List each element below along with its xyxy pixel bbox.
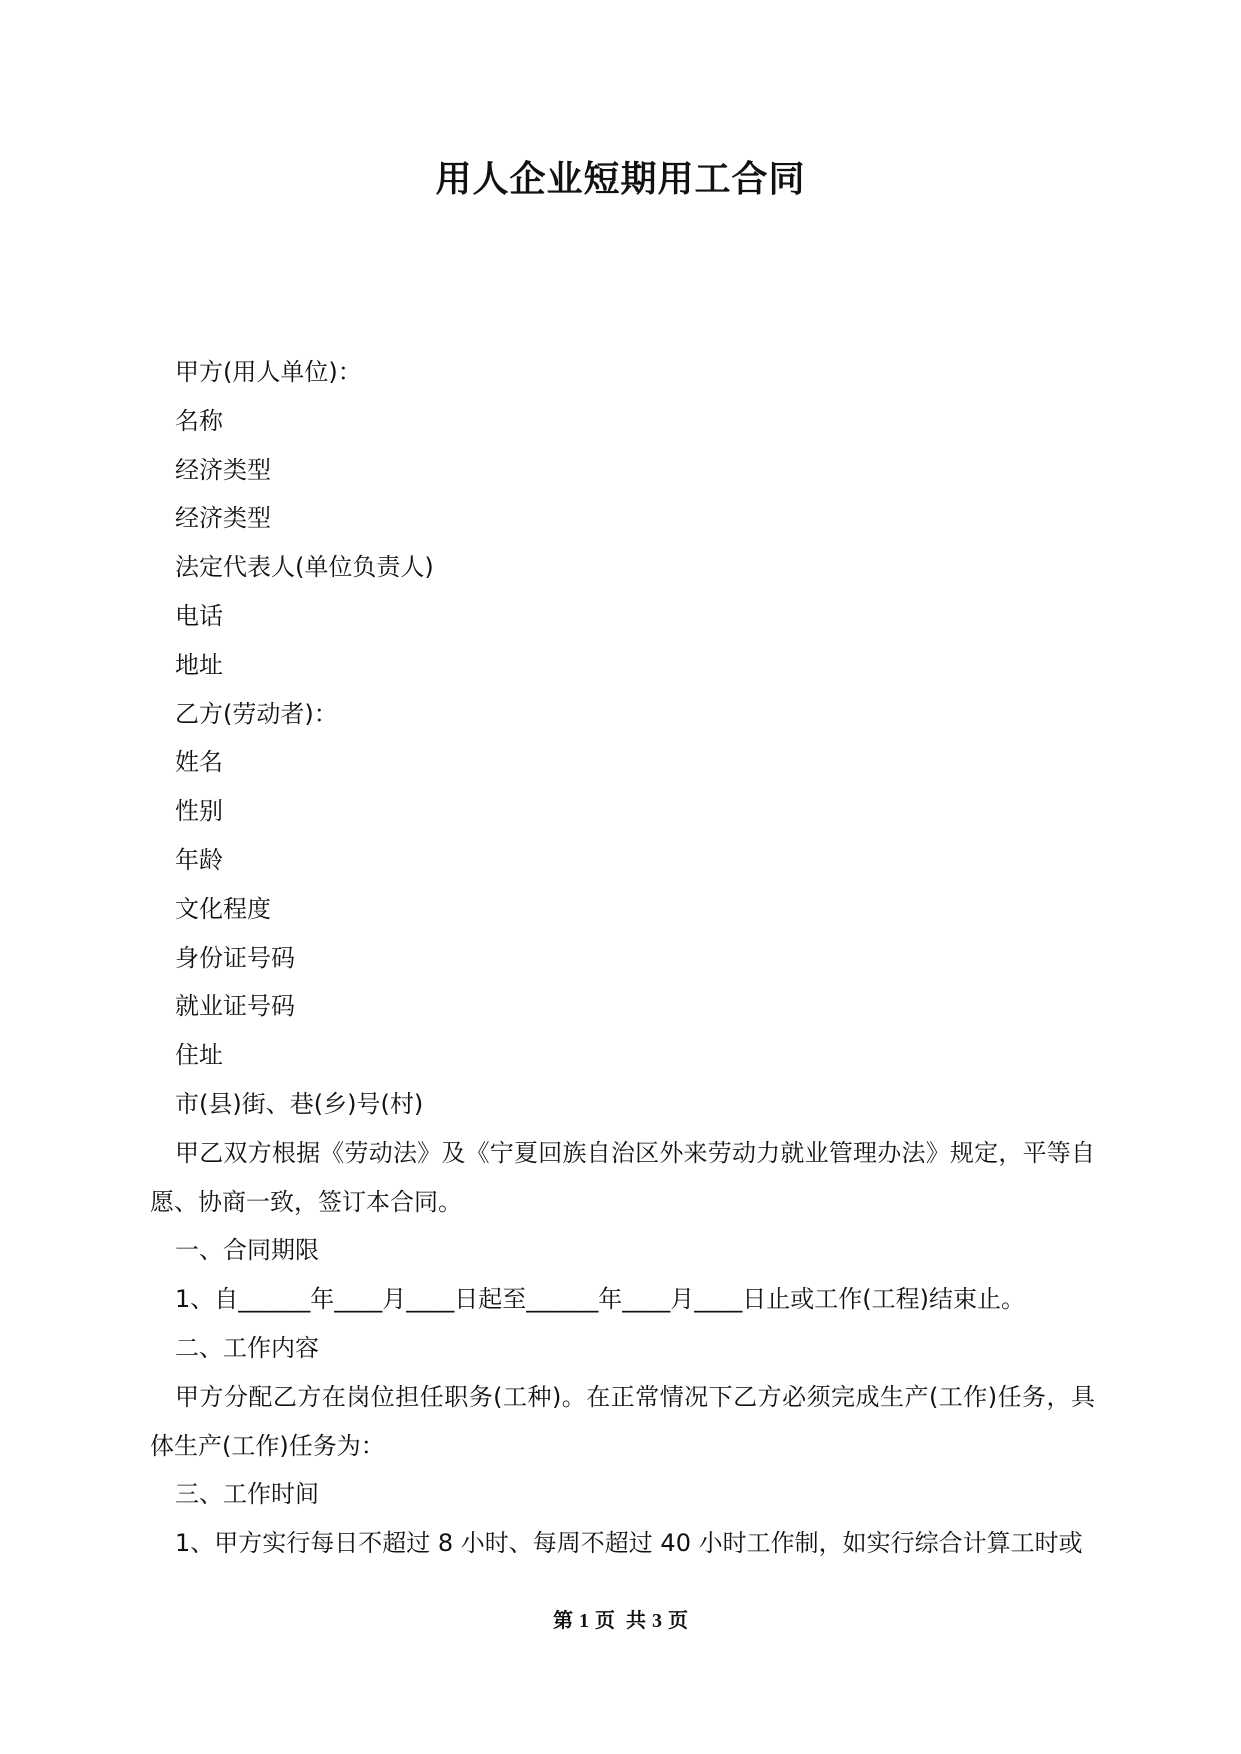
party-b-heading: 乙方(劳动者)： xyxy=(175,699,338,728)
field-full-name: 姓名 xyxy=(175,748,223,777)
paragraph-work-content: 甲方分配乙方在岗位担任职务(工种)。在正常情况下乙方必须完成生产(工作)任务，具体生产(工作)任务为： xyxy=(150,1382,1095,1460)
footer-total-pages: 3 xyxy=(652,1610,662,1632)
document-body xyxy=(150,348,1095,1568)
field-address: 地址 xyxy=(175,650,223,679)
party-a-heading: 甲方(用人单位)： xyxy=(175,358,362,386)
field-education: 文化程度 xyxy=(175,894,271,923)
field-economic-type-2: 经济类型 xyxy=(175,504,271,533)
section-heading-hours: 三、工作时间 xyxy=(175,1480,319,1509)
field-employment-cert: 就业证号码 xyxy=(175,992,295,1021)
field-gender: 性别 xyxy=(175,797,223,826)
field-economic-type: 经济类型 xyxy=(175,455,271,484)
document-title: 用人企业短期用工合同 xyxy=(435,159,806,200)
field-phone: 电话 xyxy=(175,601,223,630)
page-footer xyxy=(0,1608,1241,1634)
field-name: 名称 xyxy=(175,406,223,435)
paragraph-legal-basis: 甲乙双方根据《劳动法》及《宁夏回族自治区外来劳动力就业管理办法》规定，平等自愿、协商一致，签订本合同。 xyxy=(150,1138,1095,1216)
field-age: 年龄 xyxy=(175,845,223,874)
footer-suffix: 页 xyxy=(668,1610,688,1632)
footer-middle: 页 共 xyxy=(595,1610,646,1632)
footer-prefix: 第 xyxy=(553,1610,573,1632)
footer-page-number: 1 xyxy=(579,1610,589,1632)
section-heading-work: 二、工作内容 xyxy=(175,1333,319,1362)
field-id-number: 身份证号码 xyxy=(175,943,295,972)
section-heading-term: 一、合同期限 xyxy=(175,1236,319,1265)
field-residence-detail: 市(县)街、巷(乡)号(村) xyxy=(175,1089,424,1118)
field-residence: 住址 xyxy=(175,1041,223,1070)
clause-term: 1、自______年____月____日起至______年____月____日止或工作(工程)结束止。 xyxy=(175,1285,1025,1314)
paragraph-work-hours: 1、甲方实行每日不超过 8 小时、每周不超过 40 小时工作制，如实行综合计算工时或 xyxy=(175,1529,1083,1558)
field-legal-representative: 法定代表人(单位负责人) xyxy=(175,553,434,582)
